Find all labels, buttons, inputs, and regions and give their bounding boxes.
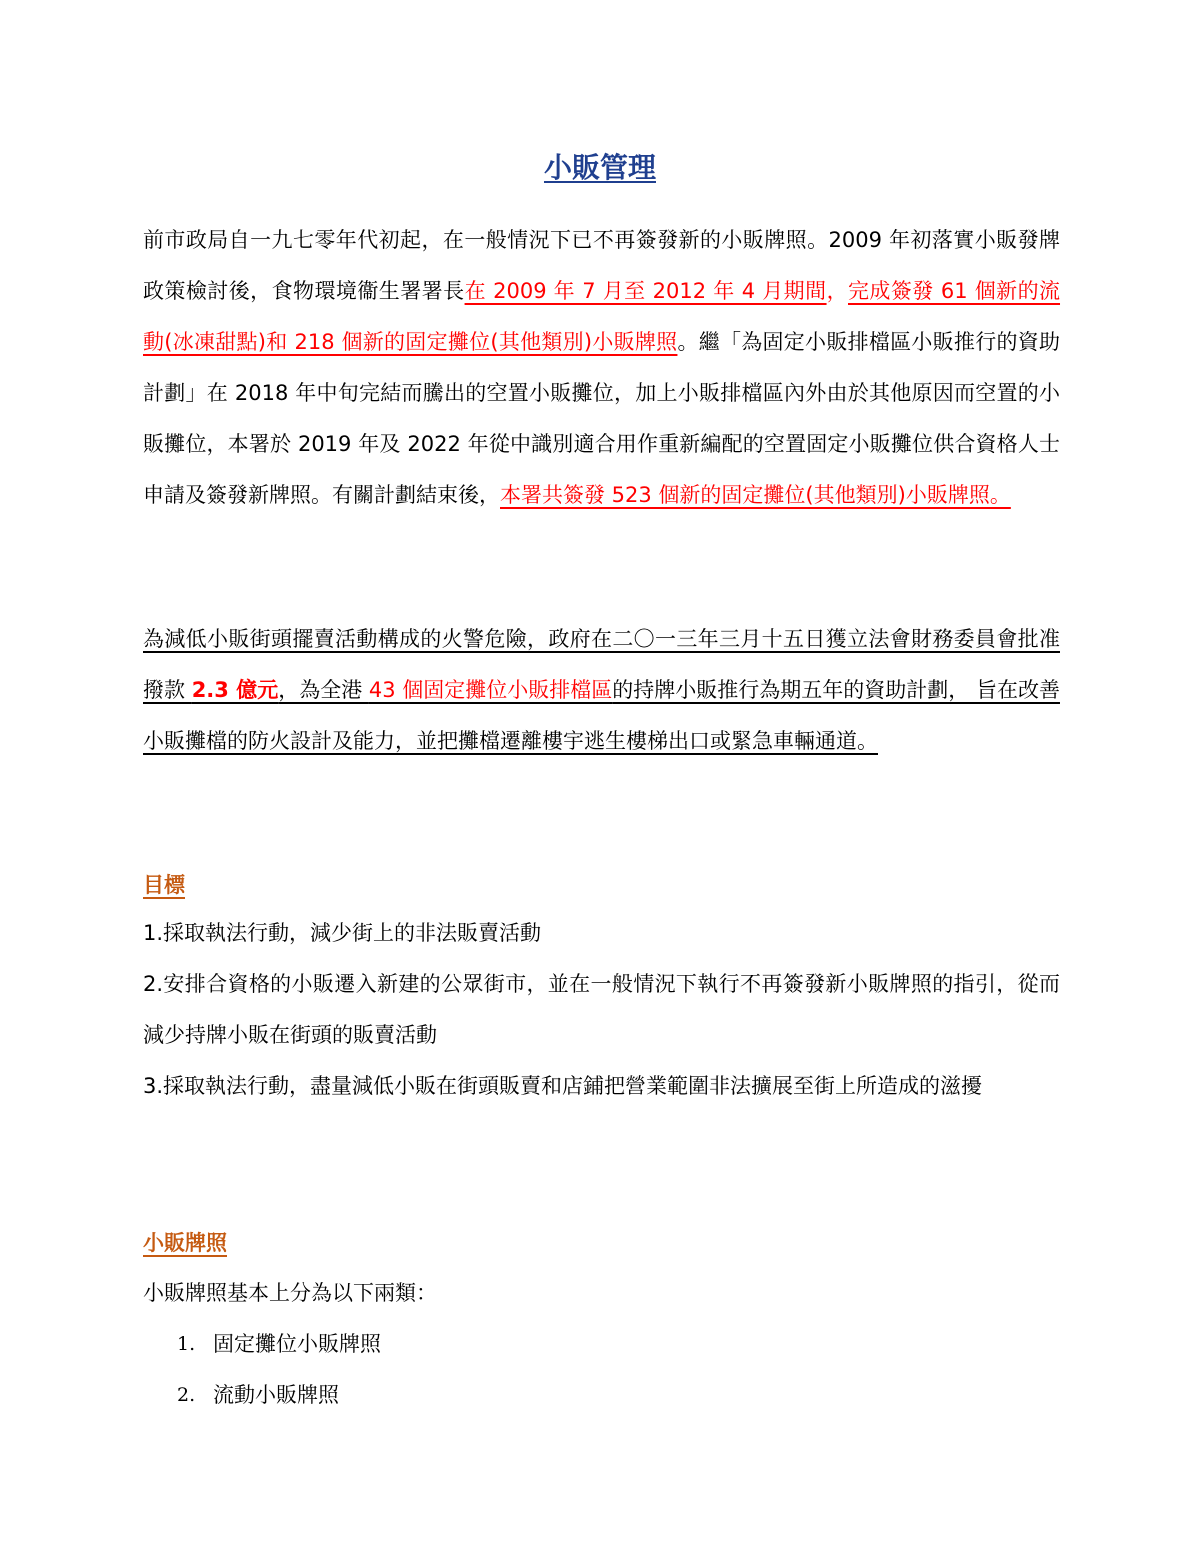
list-item-text: 流動小販牌照	[213, 1383, 339, 1407]
list-number: 2.	[177, 1384, 196, 1406]
text-span: ，為全港	[278, 678, 369, 702]
objective-item: 2.安排合資格的小販遷入新建的公眾街市，並在一般情況下執行不再簽發新小販牌照的指引，從而減少持牌小販在街頭的販賣活動	[143, 972, 1060, 1047]
highlight-licences-issued: 完成簽發 61 個新的流動(冰凍甜點)和 218 個新的固定攤位(其他類別)小販牌照	[143, 279, 1061, 354]
text-span: 。繼「為固定小販排檔區小販推行的資助計劃」在 2018 年中旬完結而騰出的空置小販攤位，加上小販排檔區內外由於其他原因而空置的小販攤位，本署於 2019 年及 2022 年從中識別適合用作重新編配的空置固定小販攤位供合資格人士申請及簽發新牌照。有關計劃結束後，	[143, 330, 1061, 507]
objective-item: 1.採取執法行動，減少街上的非法販賣活動	[143, 921, 542, 945]
text-span: ，	[826, 279, 848, 303]
text-span: 為減低小販街頭擺賣活動構成的火警危險，政府在二〇一三年三月十五日獲立法會財務委員會批准撥款	[143, 627, 1060, 702]
text-span: 的持牌小販推行為期五年的資助計劃， 旨在改善小販攤檔的防火設計及能力，並把攤檔遷離樓宇逃生樓梯出口或緊急車輛通道。	[143, 678, 1060, 753]
licences-heading: 小販牌照	[143, 1231, 227, 1255]
paragraph-history	[143, 215, 1060, 521]
page-title: 小販管理	[543, 151, 656, 184]
highlight-amount: 2.3 億元	[191, 678, 279, 702]
highlight-period: 在 2009 年 7 月至 2012 年 4 月期間	[464, 279, 827, 303]
paragraph-funding	[143, 614, 1060, 767]
highlight-bazaars: 43 個固定攤位小販排檔區	[368, 678, 613, 702]
text-span: 前市政局自一九七零年代初起，在一般情況下已不再簽發新的小販牌照。2009 年初落實小販發牌政策檢討後，食物環境衞生署署長	[143, 228, 1060, 303]
list-item	[143, 1370, 1060, 1421]
list-item	[143, 1319, 1060, 1370]
list-number: 1.	[177, 1333, 196, 1355]
objectives-heading: 目標	[143, 873, 185, 897]
licences-intro: 小販牌照基本上分為以下兩類：	[143, 1281, 437, 1305]
licences-section	[143, 1218, 1060, 1421]
objectives-section	[143, 862, 1060, 1112]
licence-types-list	[143, 1319, 1060, 1421]
list-item-text: 固定攤位小販牌照	[213, 1332, 381, 1356]
highlight-licences-total: 本署共簽發 523 個新的固定攤位(其他類別)小販牌照。	[500, 483, 1011, 507]
objective-item: 3.採取執法行動，盡量減低小販在街頭販賣和店鋪把營業範圍非法擴展至街上所造成的滋擾	[143, 1074, 983, 1098]
